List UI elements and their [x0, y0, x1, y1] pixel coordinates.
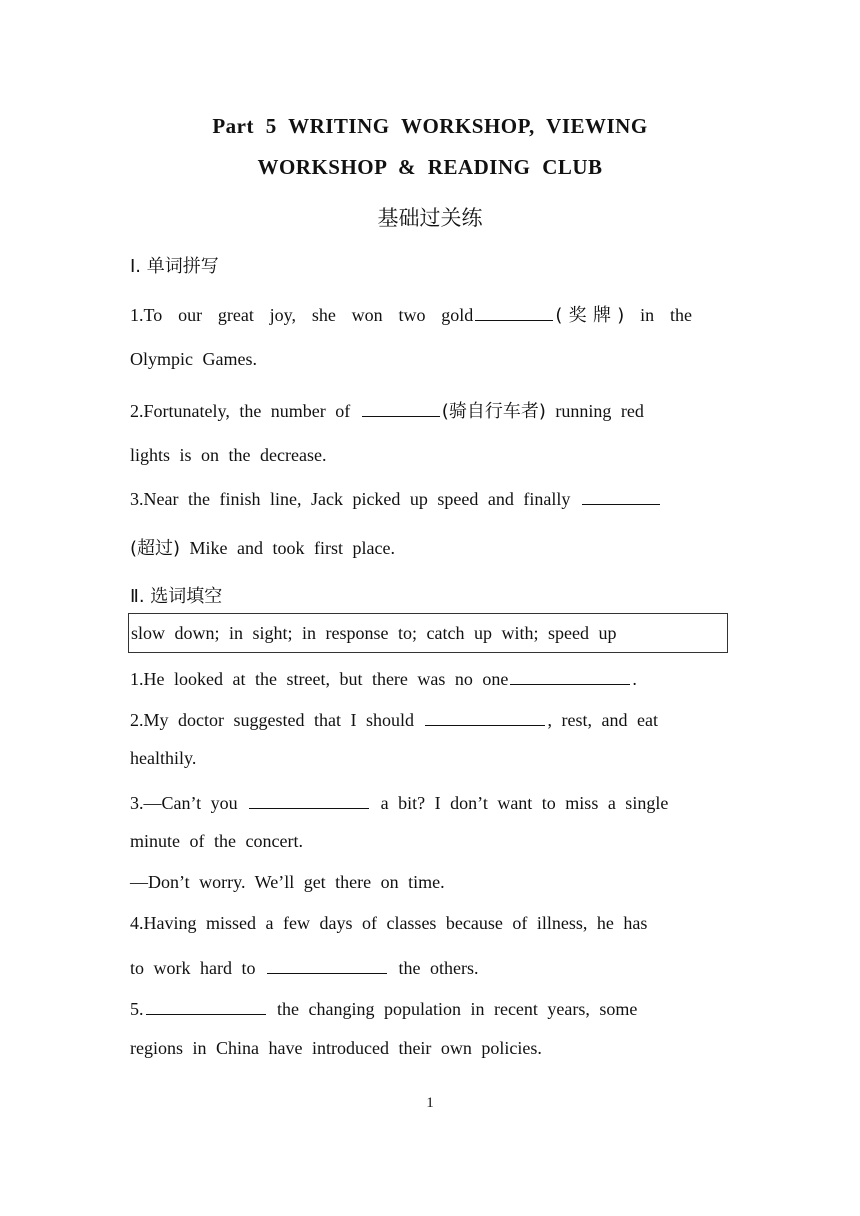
s1-q3-blank[interactable] — [582, 486, 660, 505]
s1-q3-hint: (超过) — [130, 538, 181, 559]
s2-q4-line1: 4.Having missed a few days of classes because of illness, he has — [130, 913, 648, 933]
s2-q1-post: . — [632, 669, 637, 689]
word-box-text: slow down; in sight; in response to; catch up with; speed up — [131, 623, 617, 643]
s1-q2-post: running red — [545, 401, 644, 421]
s2-q4-pre: to work hard to — [130, 958, 265, 978]
s1-q1-cont: Olympic Games. — [130, 349, 257, 369]
s2-q3-post: a bit? I don’t want to miss a single — [371, 793, 669, 813]
s2-q3-cont: minute of the concert. — [130, 831, 303, 851]
s1-q2-hint: (骑自行车者) — [441, 401, 546, 422]
s2-q1-line — [130, 666, 730, 690]
s1-q3-line — [130, 486, 730, 510]
subtitle: 基础过关练 — [377, 206, 483, 230]
s2-q5-blank[interactable] — [146, 996, 266, 1015]
s1-q2-line — [130, 397, 730, 423]
s2-q4-post: the others. — [388, 958, 479, 978]
s2-q5-line — [130, 996, 730, 1020]
section-1-heading: Ⅰ. 单词拼写 — [130, 256, 219, 277]
page-number: 1 — [426, 1095, 434, 1111]
s2-q5-cont: regions in China have introduced their own policies. — [130, 1038, 542, 1058]
s2-q2-blank[interactable] — [425, 707, 545, 726]
s1-q3-cont: Mike and took first place. — [180, 538, 395, 558]
s2-q3-reply: —Don’t worry. We’ll get there on time. — [130, 872, 445, 892]
s2-q5-post: the changing population in recent years, some — [267, 999, 638, 1019]
s2-q4-line2 — [130, 955, 730, 979]
s2-q3-blank[interactable] — [249, 790, 369, 809]
s2-q2-post: , rest, and eat — [547, 710, 658, 730]
s1-q3-pre: 3.Near the finish line, Jack picked up speed and finally — [130, 489, 580, 509]
s2-q2-pre: 2.My doctor suggested that I should — [130, 710, 424, 730]
s2-q2-line — [130, 707, 730, 731]
s1-q1-line — [130, 301, 692, 327]
s1-q1-pre: 1.To our great joy, she won two gold — [130, 305, 474, 325]
title-line-2: WORKSHOP & READING CLUB — [257, 155, 603, 179]
s1-q3-cont-line — [130, 534, 730, 560]
s1-q2-pre: 2.Fortunately, the number of — [130, 401, 360, 421]
s2-q2-cont: healthily. — [130, 748, 197, 768]
s2-q3-pre: 3.—Can’t you — [130, 793, 248, 813]
s1-q1-blank[interactable] — [475, 302, 553, 321]
s2-q3-line — [130, 790, 730, 814]
s1-q2-cont: lights is on the decrease. — [130, 445, 327, 465]
s1-q1-post: in the — [624, 305, 692, 325]
s2-q5-pre: 5. — [130, 999, 144, 1019]
s2-q1-blank[interactable] — [510, 666, 630, 685]
word-box — [128, 613, 728, 653]
s2-q1-pre: 1.He looked at the street, but there was no one — [130, 669, 509, 689]
s1-q1-hint: (奖牌) — [555, 305, 625, 326]
section-2-heading: Ⅱ. 选词填空 — [130, 586, 223, 607]
title-line-1: Part 5 WRITING WORKSHOP, VIEWING — [212, 114, 648, 138]
s2-q4-blank[interactable] — [267, 955, 387, 974]
s1-q2-blank[interactable] — [362, 398, 440, 417]
